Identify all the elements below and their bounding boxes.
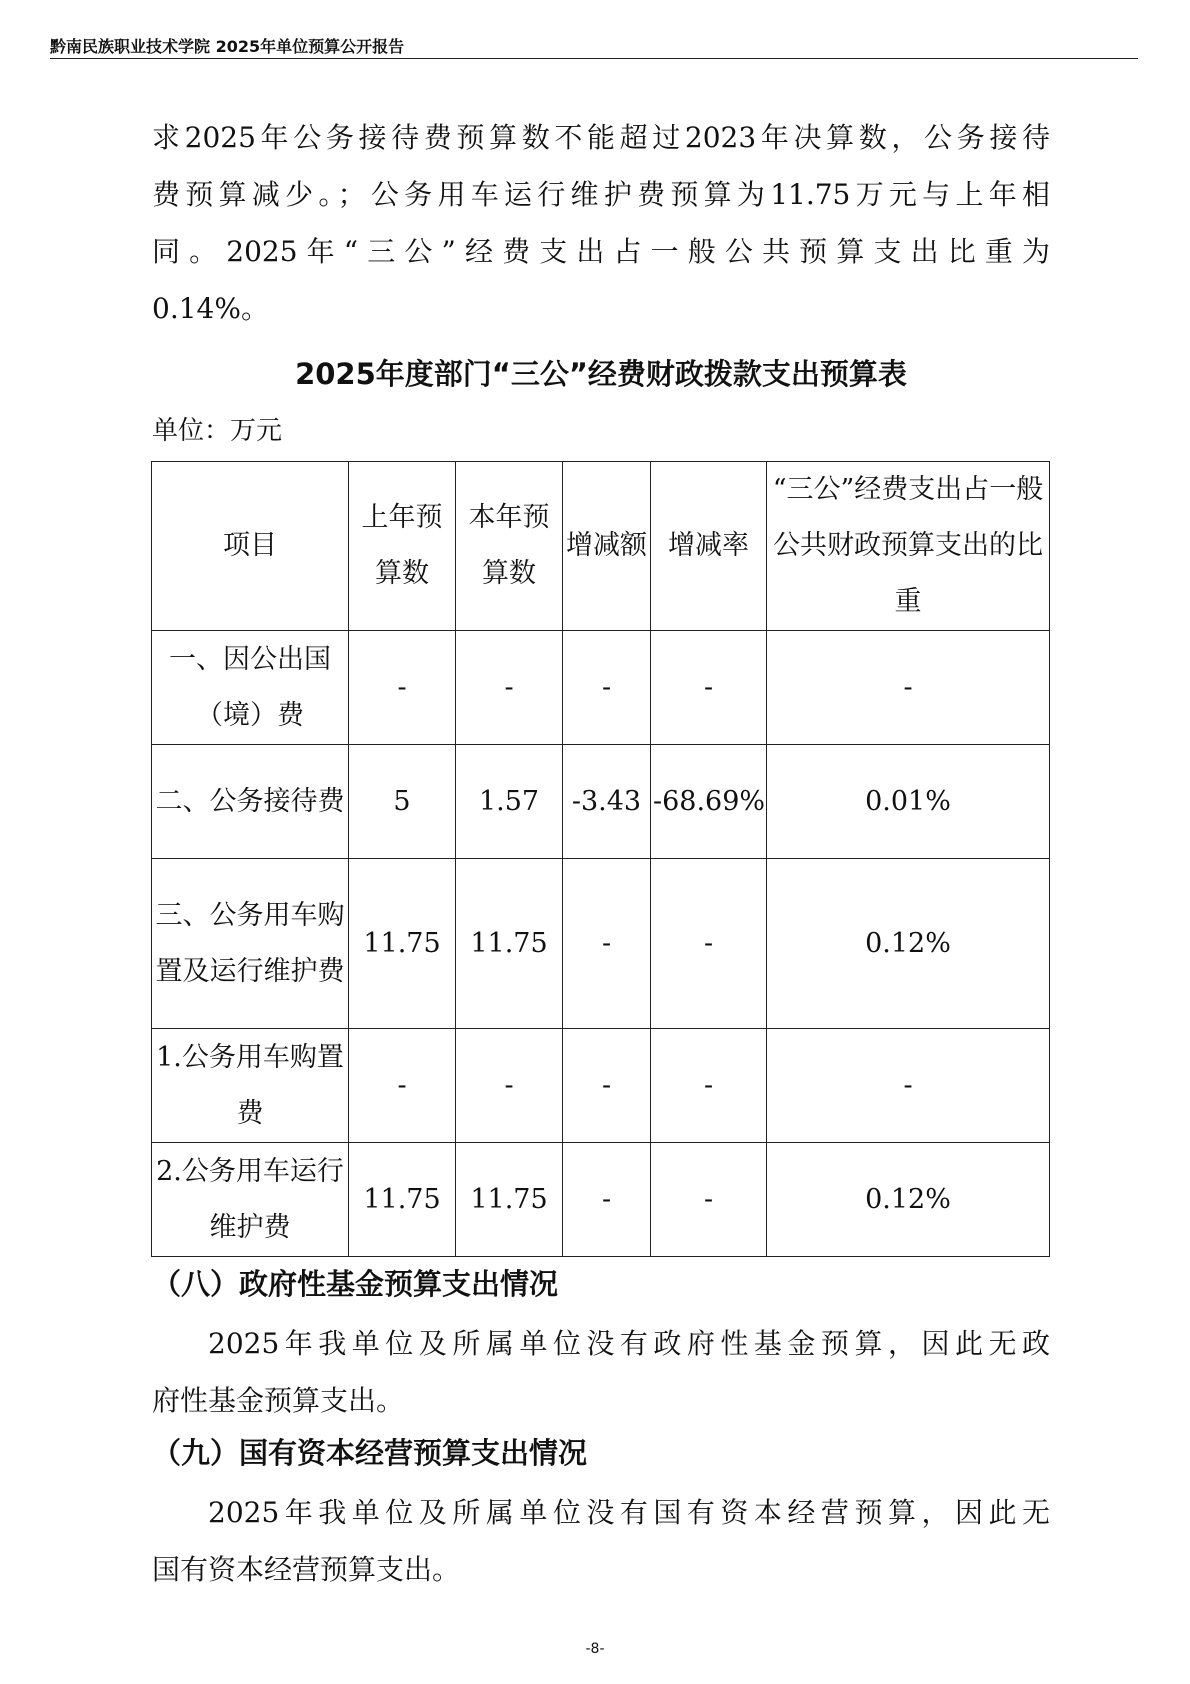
section-9-line-1: 2025年我单位及所属单位没有国有资本经营预算，因此无 <box>208 1496 1050 1529</box>
row-share: - <box>767 1029 1050 1143</box>
row-rate: - <box>651 1029 767 1143</box>
page-number: -8- <box>585 1641 605 1657</box>
table-row <box>152 745 1050 859</box>
section-8-line-1: 2025年我单位及所属单位没有政府性基金预算，因此无政 <box>208 1327 1050 1360</box>
header-curr-budget: 本年预算数 <box>456 462 563 631</box>
table-row <box>152 1143 1050 1257</box>
header-change: 增减额 <box>563 462 651 631</box>
header-divider <box>50 58 1138 59</box>
section-9-paragraph <box>152 1484 1050 1598</box>
row-prev: 11.75 <box>349 859 456 1029</box>
row-prev: 11.75 <box>349 1143 456 1257</box>
table-row <box>152 859 1050 1029</box>
row-item: 1.公务用车购置费 <box>152 1029 349 1143</box>
row-prev: - <box>349 1029 456 1143</box>
header-share: “三公”经费支出占一般公共财政预算支出的比重 <box>767 462 1050 631</box>
row-change: - <box>563 1143 651 1257</box>
row-prev: - <box>349 631 456 745</box>
row-rate: - <box>651 1143 767 1257</box>
table-title: 2025年度部门“三公”经费财政拨款支出预算表 <box>295 357 907 391</box>
row-rate: -68.69% <box>651 745 767 859</box>
row-share: 0.12% <box>767 1143 1050 1257</box>
section-8-paragraph <box>152 1315 1050 1429</box>
section-9-line-2: 国有资本经营预算支出。 <box>152 1553 461 1586</box>
table-header-row <box>152 462 1050 631</box>
table-unit: 单位：万元 <box>152 416 283 446</box>
intro-line-4: 0.14%。 <box>152 292 269 325</box>
row-rate: - <box>651 859 767 1029</box>
header-item: 项目 <box>152 462 349 631</box>
table-row <box>152 631 1050 745</box>
row-change: -3.43 <box>563 745 651 859</box>
section-9-title: （九）国有资本经营预算支出情况 <box>152 1436 588 1470</box>
row-item: 三、公务用车购置及运行维护费 <box>152 859 349 1029</box>
intro-line-2: 费预算减少。；公务用车运行维护费预算为11.75万元与上年相 <box>152 178 1050 211</box>
intro-paragraph <box>152 109 1050 337</box>
row-curr: 1.57 <box>456 745 563 859</box>
row-share: - <box>767 631 1050 745</box>
intro-line-1: 求2025年公务接待费预算数不能超过2023年决算数，公务接待 <box>152 121 1050 154</box>
table-row <box>152 1029 1050 1143</box>
row-change: - <box>563 631 651 745</box>
row-share: 0.01% <box>767 745 1050 859</box>
row-item: 一、因公出国（境）费 <box>152 631 349 745</box>
row-item: 二、公务接待费 <box>152 745 349 859</box>
row-change: - <box>563 859 651 1029</box>
row-prev: 5 <box>349 745 456 859</box>
row-rate: - <box>651 631 767 745</box>
section-8-line-2: 府性基金预算支出。 <box>152 1384 405 1417</box>
budget-table <box>151 461 1050 1257</box>
page-header: 黔南民族职业技术学院 2025年单位预算公开报告 <box>50 37 405 56</box>
row-curr: - <box>456 1029 563 1143</box>
row-item: 2.公务用车运行维护费 <box>152 1143 349 1257</box>
row-change: - <box>563 1029 651 1143</box>
row-curr: 11.75 <box>456 1143 563 1257</box>
row-curr: - <box>456 631 563 745</box>
row-share: 0.12% <box>767 859 1050 1029</box>
header-rate: 增减率 <box>651 462 767 631</box>
intro-line-3: 同。2025年“三公”经费支出占一般公共预算支出比重为 <box>152 235 1050 268</box>
section-8-title: （八）政府性基金预算支出情况 <box>152 1267 559 1301</box>
row-curr: 11.75 <box>456 859 563 1029</box>
header-prev-budget: 上年预算数 <box>349 462 456 631</box>
